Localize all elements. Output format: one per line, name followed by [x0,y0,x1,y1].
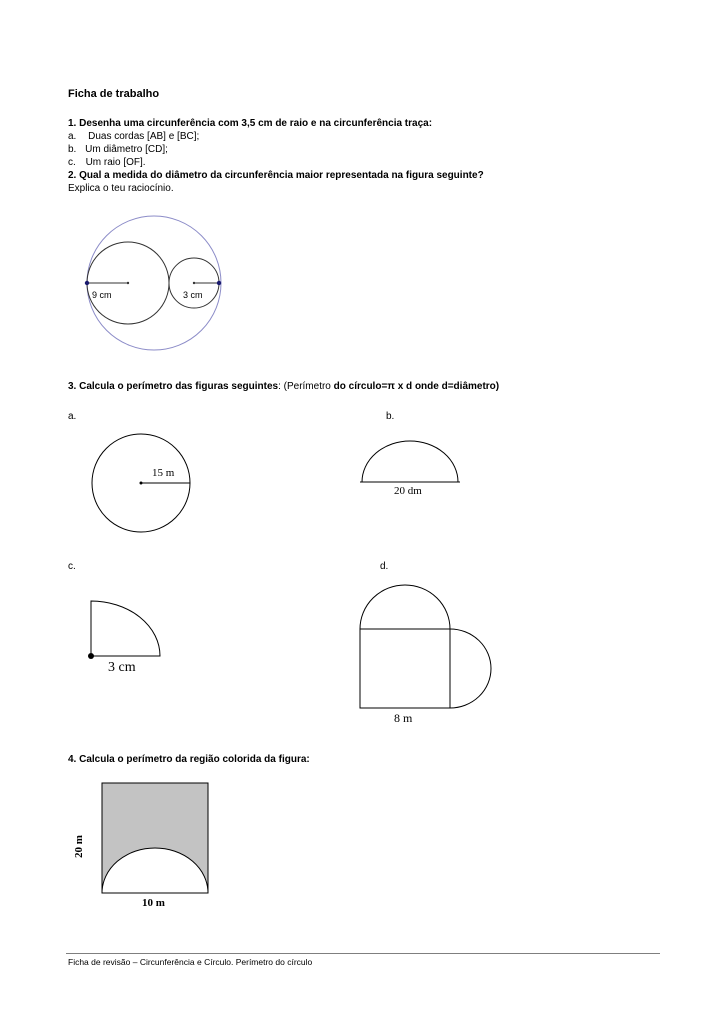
q3-label-d: d. [380,561,389,572]
fig-c-label: 3 cm [108,660,136,675]
fig-d-top-arc [360,585,450,629]
q3-paren-open: (Perímetro [283,381,334,392]
q1-statement: 1. Desenha uma circunferência com 3,5 cm de raio e na circunferência traça: [68,118,433,129]
fig-c [88,601,160,659]
q1-item-b-text: Um diâmetro [CD]; [85,144,168,155]
q2-note: Explica o teu raciocínio. [68,183,174,194]
footer-text: Ficha de revisão – Circunferência e Círculo. Perímetro do círculo [68,957,313,967]
q3-label-a: a. [68,411,77,422]
q1-item-a-text: Duas cordas [AB] e [BC]; [88,131,200,142]
q2-figure [85,216,221,350]
fig-d-square [360,629,450,708]
left-point [85,281,89,285]
q1-item-c-text: Um raio [OF]. [85,157,146,168]
fig-d-right-arc [450,629,491,708]
fig-a-label: 15 m [152,467,175,479]
q1-item-c-marker: c. [68,157,76,168]
footer-divider [66,953,660,954]
fig-b-arc [362,441,458,482]
fig-b [360,441,460,482]
q3-statement-bold: 3. Calcula o perímetro das figuras seguintes [68,381,279,392]
fig-a [92,434,190,532]
q3-label-b: b. [386,411,395,422]
center-medium [127,282,129,284]
q4-height-label: 20 m [73,835,85,858]
fig-d [360,585,491,708]
q4-width-label: 10 m [142,897,165,909]
q3-statement [68,380,499,393]
fig-c-center [88,653,94,659]
q1-item-a-marker: a. [68,131,77,142]
q4-figure [102,783,208,893]
q1-item-b-marker: b. [68,144,77,155]
fig-b-label: 20 dm [394,485,422,497]
q3-colon: : [278,381,284,392]
fig-c-sector [91,601,160,656]
q2-label-3cm: 3 cm [183,290,203,300]
q2-statement: 2. Qual a medida do diâmetro da circunferência maior representada na figura seguinte? [68,170,484,181]
q3-label-c: c. [68,561,76,572]
fig-a-center [140,482,143,485]
page-title: Ficha de trabalho [68,88,160,100]
right-point [217,281,221,285]
q4-statement: 4. Calcula o perímetro da região colorida da figura: [68,754,310,765]
q3-formula: do círculo=π x d onde d=diâmetro) [333,381,500,392]
q2-label-9cm: 9 cm [92,290,112,300]
fig-d-label: 8 m [394,711,413,725]
center-small [193,282,195,284]
